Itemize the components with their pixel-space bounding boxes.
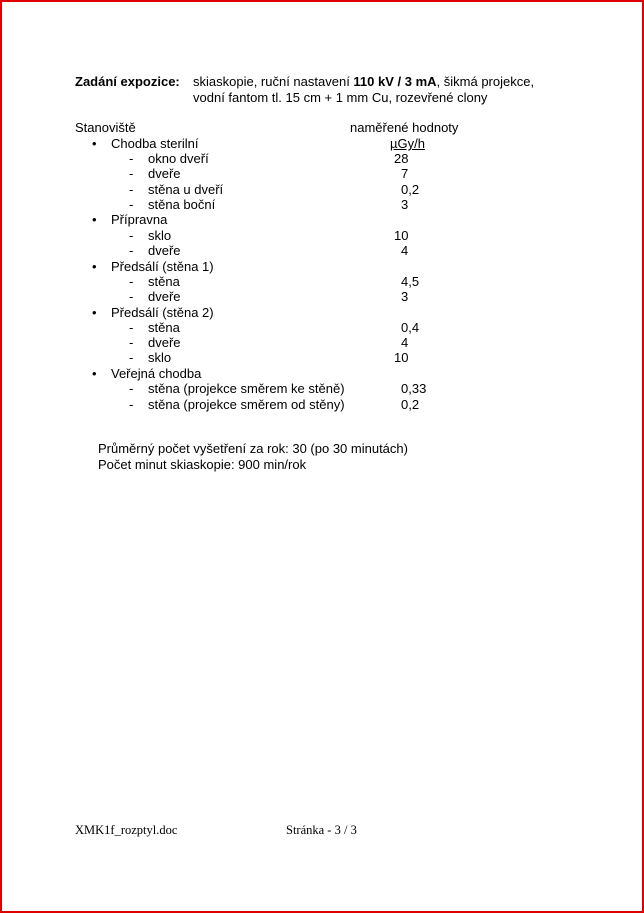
col-header-values: naměřené hodnoty: [350, 120, 459, 135]
dash-icon: -: [129, 197, 134, 212]
item-label: stěna: [148, 320, 180, 335]
group-name: Veřejná chodba: [111, 366, 202, 381]
item-value: 4,5: [401, 274, 420, 289]
footer-page-number: Stránka - 3 / 3: [286, 823, 357, 837]
item-label: stěna: [148, 274, 180, 289]
item-value: 7: [401, 166, 409, 181]
item-value: 28: [394, 151, 409, 166]
group-name: Předsálí (stěna 2): [111, 305, 214, 320]
item-value: 10: [394, 228, 409, 243]
item-value: 3: [401, 289, 409, 304]
item-value: 3: [401, 197, 409, 212]
item-label: dveře: [148, 243, 181, 258]
item-label: dveře: [148, 166, 181, 181]
item-value: 0,4: [401, 320, 420, 335]
dash-icon: -: [129, 320, 134, 335]
footer-filename: XMK1f_rozptyl.doc: [75, 823, 178, 837]
dash-icon: -: [129, 350, 134, 365]
dash-icon: -: [129, 397, 134, 412]
item-value: 0,33: [401, 381, 427, 396]
dash-icon: -: [129, 243, 134, 258]
item-label: sklo: [148, 350, 172, 365]
item-value: 4: [401, 335, 409, 350]
bullet-icon: •: [92, 136, 97, 151]
item-value: 4: [401, 243, 409, 258]
group-name: Předsálí (stěna 1): [111, 259, 214, 274]
item-label: sklo: [148, 228, 172, 243]
summary-exams-per-year: Průměrný počet vyšetření za rok: 30 (po 30 minutách): [98, 441, 408, 456]
dash-icon: -: [129, 166, 134, 181]
item-label: stěna (projekce směrem ke stěně): [148, 381, 345, 396]
exposure-line-1: [193, 74, 534, 90]
item-label: stěna u dveří: [148, 182, 224, 197]
item-value: 0,2: [401, 397, 420, 412]
exposure-text-bold: 110 kV / 3 mA: [353, 74, 437, 89]
dash-icon: -: [129, 381, 134, 396]
exposure-text-pre: skiaskopie, ruční nastavení: [193, 74, 354, 89]
exposure-label: Zadání expozice:: [75, 74, 180, 89]
dash-icon: -: [129, 228, 134, 243]
dash-icon: -: [129, 151, 134, 166]
bullet-icon: •: [92, 212, 97, 227]
bullet-icon: •: [92, 305, 97, 320]
item-value: 0,2: [401, 182, 420, 197]
item-label: stěna (projekce směrem od stěny): [148, 397, 345, 412]
dash-icon: -: [129, 274, 134, 289]
bullet-icon: •: [92, 259, 97, 274]
bullet-icon: •: [92, 366, 97, 381]
item-label: stěna boční: [148, 197, 216, 212]
dash-icon: -: [129, 182, 134, 197]
group-name: Přípravna: [111, 212, 168, 227]
exposure-text-post: , šikmá projekce,: [436, 74, 535, 89]
exposure-line-2: vodní fantom tl. 15 cm + 1 mm Cu, rozevřené clony: [193, 90, 488, 105]
item-value: 10: [394, 350, 409, 365]
col-header-location: Stanoviště: [75, 120, 136, 135]
dash-icon: -: [129, 289, 134, 304]
summary-fluoroscopy-minutes: Počet minut skiaskopie: 900 min/rok: [98, 457, 307, 472]
item-label: okno dveří: [148, 151, 209, 166]
unit-label: µGy/h: [390, 136, 425, 151]
item-label: dveře: [148, 335, 181, 350]
item-label: dveře: [148, 289, 181, 304]
group-name: Chodba sterilní: [111, 136, 199, 151]
dash-icon: -: [129, 335, 134, 350]
